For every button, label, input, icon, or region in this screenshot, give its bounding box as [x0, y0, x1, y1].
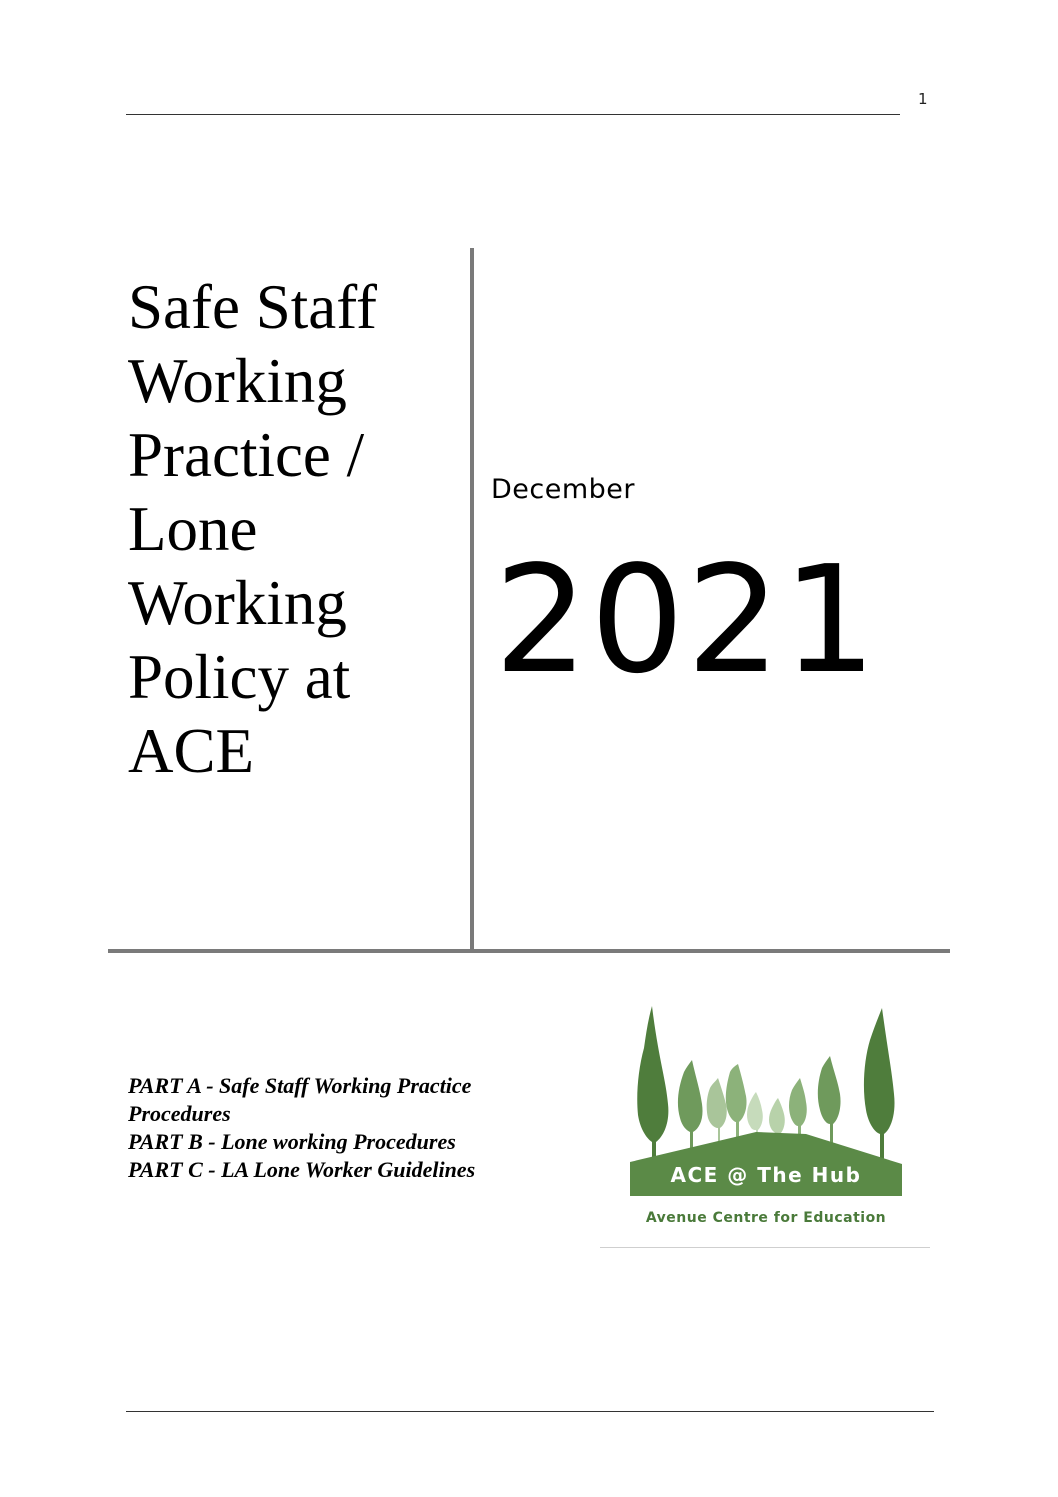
part-line: PART C - LA Lone Worker Guidelines: [128, 1157, 476, 1182]
title-line: Safe Staff: [128, 272, 378, 342]
title-line: Lone: [128, 494, 258, 564]
title-line: Working: [128, 568, 347, 638]
title-line: Practice /: [128, 420, 365, 490]
document-title: [128, 270, 458, 788]
date-month: December: [491, 474, 636, 505]
title-line: ACE: [128, 716, 254, 786]
part-line: PART A - Safe Staff Working Practice: [128, 1073, 472, 1098]
part-line: PART B - Lone working Procedures: [128, 1129, 456, 1154]
vertical-divider: [470, 248, 474, 951]
ace-logo: [626, 1000, 906, 1232]
date-year: 2021: [494, 534, 879, 706]
parts-list: [128, 1072, 558, 1184]
logo-tagline: Avenue Centre for Education: [645, 1210, 887, 1226]
header-rule: [126, 114, 900, 115]
title-line: Working: [128, 346, 347, 416]
footer-rule: [126, 1411, 934, 1412]
logo-name: ACE @ The Hub: [670, 1163, 862, 1187]
horizontal-divider: [108, 949, 950, 953]
logo-underline: [600, 1247, 930, 1248]
part-line: Procedures: [128, 1101, 231, 1126]
page-number: 1: [918, 90, 928, 108]
title-line: Policy at: [128, 642, 351, 712]
